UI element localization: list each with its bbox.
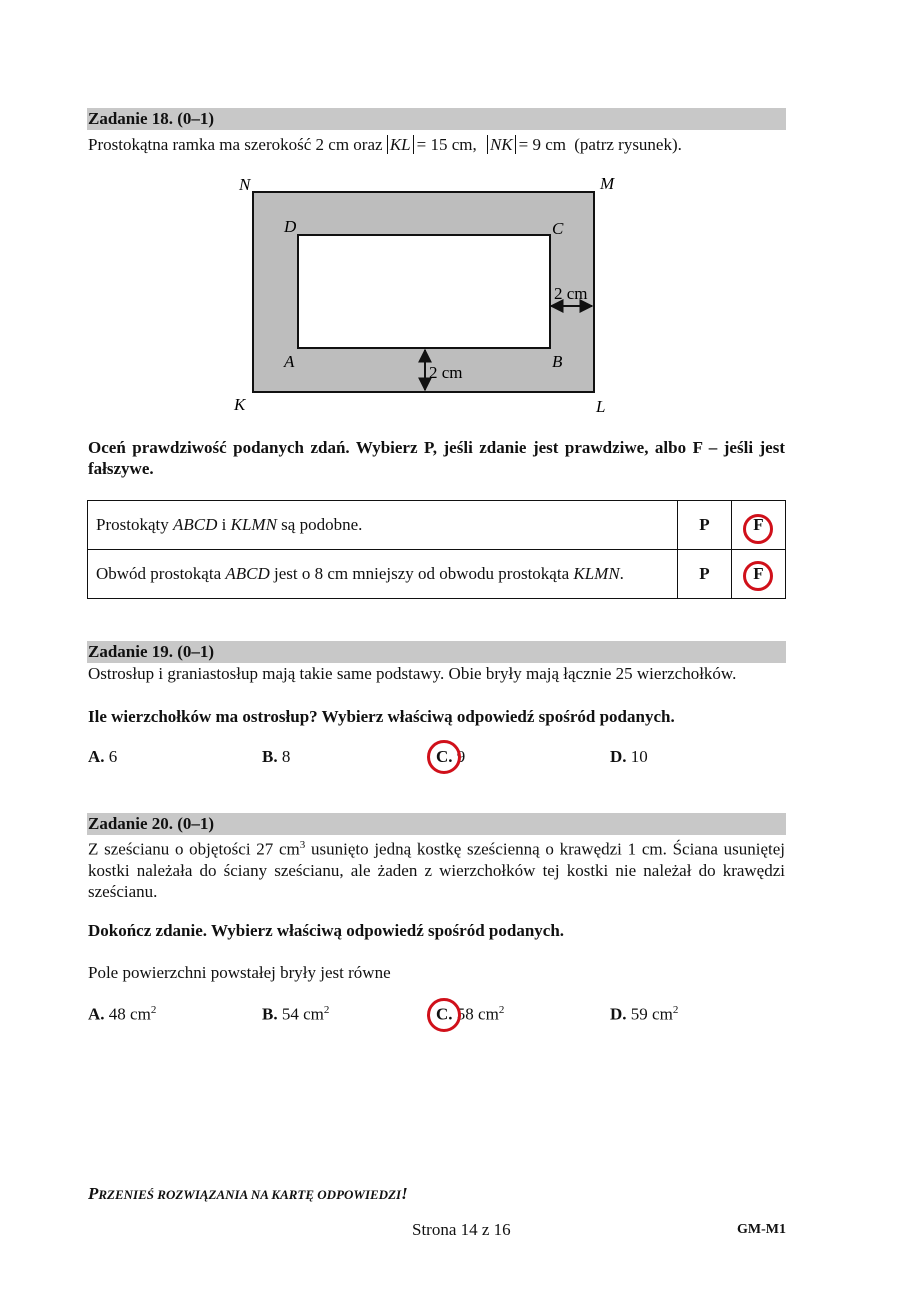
task-19-instruction: Ile wierzchołków ma ostrosłup? Wybierz właściwą odpowiedź spośród podanych. [88,707,675,726]
answer-letter: C. [436,747,453,766]
answer-value: 6 [108,747,118,766]
dim-label-bottom: 2 cm [429,363,463,382]
answer-letter: D. [610,1004,627,1024]
option-p-1[interactable]: P [678,501,732,550]
answer-value: 8 [281,747,291,766]
transfer-note [88,1184,408,1204]
statement-1 [88,501,678,550]
answer-d[interactable] [610,747,648,767]
kl-segment: KL [387,135,414,154]
answer-value: 48 cm [108,1004,151,1024]
statement-text: . [619,564,624,583]
statement-text: ABCD [225,564,270,583]
nk-segment: NK [487,135,516,154]
task-20-text-pre: Z sześcianu o objętości 27 cm [88,839,300,859]
task-20-title: Zadanie 20. (0–1) [88,814,215,833]
answer-letter: A. [88,1004,105,1024]
kl-value: = 15 cm, [416,135,477,154]
task-18-intro-post: (patrz rysunek). [574,135,682,154]
table-row [88,501,786,550]
true-false-table [87,500,786,599]
statement-text: są podobne. [276,515,363,534]
answer-sup: 2 [498,1004,505,1016]
answer-letter: B. [262,747,278,766]
statement-text: Prostokąty [96,515,173,534]
answer-circle-mark [743,514,773,544]
label-l: L [596,397,606,416]
frame-figure [225,170,625,420]
answer-letter: B. [262,1004,278,1024]
label-n: N [239,175,251,194]
answer-d[interactable] [610,1004,678,1025]
task-18-intro [88,134,682,155]
answer-value: 10 [630,747,648,766]
transfer-note-end: ! [401,1184,408,1203]
task-19-title: Zadanie 19. (0–1) [88,642,215,661]
task-20-text-sup: 3 [299,839,306,851]
answer-circle-mark [743,561,773,591]
task-20-text [88,835,785,902]
answer-value: 54 cm [281,1004,324,1024]
option-f-2[interactable]: F [732,550,786,599]
answer-circle-mark [427,740,461,774]
label-c: C [552,219,564,238]
label-d: D [284,217,297,236]
task-18-instruction: Oceń prawdziwość podanych zdań. Wybierz P, jeśli zdanie jest prawdziwe, albo F – jeśli jest fałszywe. [88,438,785,478]
dim-label-right: 2 cm [554,284,588,303]
task-20-text-post: usunięto jedną kostkę sześcienną o krawędzi 1 cm. Ściana usuniętej kostki należała do ściany sześcianu, ale żaden z wierzchołków tej kostki nie należał do krawędzi sześcianu. [88,839,785,901]
option-f-1[interactable]: F [732,501,786,550]
statement-text: KLMN [230,515,277,534]
answer-sup: 2 [150,1004,157,1016]
statement-text: i [217,515,231,534]
exam-code: GM-M1 [737,1222,786,1237]
answer-b[interactable] [262,747,290,767]
transfer-note-text: RZENIEŚ ROZWIĄZANIA NA KARTĘ ODPOWIEDZI [98,1187,402,1202]
answer-letter: D. [610,747,627,766]
task-20-stem: Pole powierzchni powstałej bryły jest równe [88,963,391,982]
inner-rectangle-abcd [298,235,550,348]
page-number: Strona 14 z 16 [412,1220,511,1239]
label-b: B [552,352,563,371]
answer-a[interactable] [88,1004,156,1025]
task-18-title: Zadanie 18. (0–1) [88,109,215,128]
label-m: M [600,174,615,193]
table-row [88,550,786,599]
label-k: K [234,395,246,414]
task-19-text: Ostrosłup i graniastosłup mają takie same podstawy. Obie bryły mają łącznie 25 wierzchołków. [88,664,737,683]
statement-text: KLMN [573,564,620,583]
nk-value: = 9 cm [518,135,567,154]
statement-2 [88,550,678,599]
answer-value: 58 cm [456,1004,499,1024]
answer-value: 9 [456,747,466,766]
statement-text: Obwód prostokąta [96,564,226,583]
answer-letter: A. [88,747,105,766]
task-20-instruction: Dokończ zdanie. Wybierz właściwą odpowiedź spośród podanych. [88,921,565,940]
answer-letter: C. [436,1004,453,1024]
answer-b[interactable] [262,1004,329,1025]
answer-value: 59 cm [630,1004,673,1024]
statement-text: ABCD [172,515,218,534]
answer-sup: 2 [323,1004,330,1016]
statement-text: jest o 8 cm mniejszy od obwodu prostokąta [269,564,574,583]
label-a: A [284,352,295,371]
answer-a[interactable] [88,747,117,767]
option-p-2[interactable]: P [678,550,732,599]
answer-circle-mark [427,998,461,1032]
task-18-intro-pre: Prostokątna ramka ma szerokość 2 cm oraz [88,135,387,154]
transfer-note-initial: P [88,1184,99,1203]
answer-sup: 2 [672,1004,679,1016]
